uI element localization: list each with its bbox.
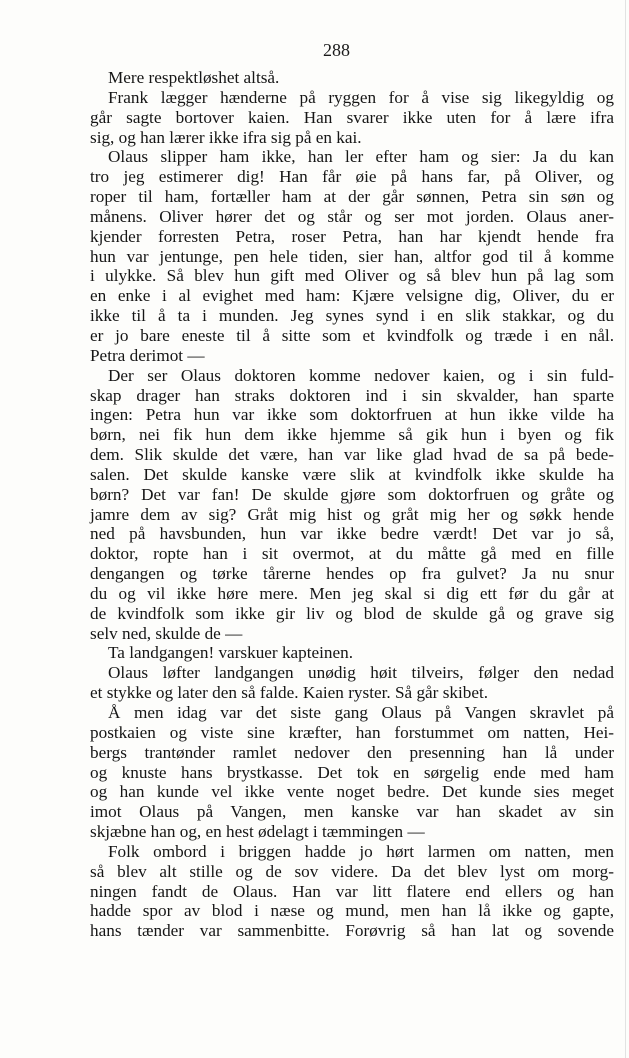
paragraph xyxy=(90,366,614,644)
paragraph xyxy=(90,147,614,365)
page-edge xyxy=(625,0,626,1058)
text-line: tro jeg estimerer dig! Han får øie på hans far, på Oliver, og xyxy=(90,167,614,187)
text-line: selv ned, skulde de — xyxy=(90,623,243,643)
text-line: Olaus slipper ham ikke, han ler efter ham og sier: Ja du kan xyxy=(108,147,614,167)
text-line: månens. Oliver hører det og står og ser mot jorden. Olaus aner- xyxy=(90,206,614,226)
text-line: hadde spor av blod i næse og mund, men han lå ikke og gapte, xyxy=(90,901,614,921)
text-line: så blev alt stille og de sov videre. Da det blev lyst om morg- xyxy=(90,861,614,881)
page-number: 288 xyxy=(323,40,350,60)
text-line: og knuste hans brystkasse. Det tok en sørgelig ende med ham xyxy=(90,762,614,782)
text-line: Mere respektløshet altså. xyxy=(108,68,280,87)
text-line: roper til ham, fortæller ham at der går sønnen, Petra sin søn og xyxy=(90,187,614,207)
paragraph xyxy=(90,703,614,842)
text-line: ingen: Petra hun var ikke som doktorfruen at hun ikke vilde ha xyxy=(90,405,614,425)
text-line: postkaien og viste sine kræfter, han forstummet om natten, Hei- xyxy=(90,722,614,742)
text-line: Å men idag var det siste gang Olaus på Vangen skravlet på xyxy=(108,703,614,722)
body-text xyxy=(90,68,614,941)
text-line: du og vil ikke høre mere. Men jeg skal si dig ett før du går at xyxy=(90,583,614,603)
paragraph xyxy=(90,68,614,88)
text-line: Der ser Olaus doktoren komme nedover kaien, og i sin fuld- xyxy=(108,365,614,385)
text-line: ned på havsbunden, hun var ikke bedre værdt! Det var jo så, xyxy=(90,524,614,544)
text-line: ikke til å ta i munden. Jeg synes synd i en slik stakkar, og du xyxy=(90,306,614,326)
text-line: Folk ombord i briggen hadde jo hørt larmen om natten, men xyxy=(108,841,614,861)
paragraph xyxy=(90,663,614,703)
text-line: sig, og han lærer ikke ifra sig på en kai. xyxy=(90,127,362,147)
text-line: kjender forresten Petra, roser Petra, han har kjendt hende fra xyxy=(90,226,614,246)
text-line: hun var jentunge, pen hele tiden, sier han, altfor god til å komme xyxy=(90,246,614,266)
text-line: i ulykke. Så blev hun gift med Oliver og så blev hun på lag som xyxy=(90,266,614,286)
text-line: skjæbne han og, en hest ødelagt i tæmmingen — xyxy=(90,822,425,842)
text-line: går sagte bortover kaien. Han svarer ikke uten for å lære ifra xyxy=(90,107,614,127)
text-line: Ta landgangen! varskuer kapteinen. xyxy=(108,643,354,663)
text-line: Petra derimot — xyxy=(90,345,205,365)
text-line: ningen fandt de Olaus. Han var litt flatere end ellers og han xyxy=(90,881,614,901)
paragraph xyxy=(90,842,614,941)
text-line: skap drager han straks doktoren ind i sin skvalder, han sparte xyxy=(90,385,614,405)
paragraph xyxy=(90,643,614,663)
text-line: hans tænder var sammenbitte. Forøvrig så han lat og sovende xyxy=(90,921,614,941)
text-line: jamre dem av sig? Gråt mig hist og gråt mig her og søkk hende xyxy=(90,504,614,524)
text-line: salen. Det skulde kanske være slik at kvindfolk ikke skulde ha xyxy=(90,464,614,484)
text-line: børn, nei fik hun dem ikke hjemme så gik hun i byen og fik xyxy=(90,425,614,445)
text-line: et stykke og later den så falde. Kaien ryster. Så går skibet. xyxy=(90,683,489,703)
text-line: imot Olaus på Vangen, men kanske var han skadet av sin xyxy=(90,802,614,822)
text-line: bergs trantønder ramlet nedover den presenning han lå under xyxy=(90,742,614,762)
paragraph xyxy=(90,88,614,148)
text-line: og han kunde vel ikke vente noget bedre. Det kunde sies meget xyxy=(90,782,614,802)
text-line: dem. Slik skulde det være, han var like glad hvad de sa på bede- xyxy=(90,445,614,465)
text-line: de kvindfolk som ikke gir liv og blod de skulde gå og grave sig xyxy=(90,603,614,623)
text-line: Frank lægger hænderne på ryggen for å vise sig likegyldig og xyxy=(108,87,614,107)
text-line: doktor, ropte han i sit overmot, at du måtte gå med en fille xyxy=(90,544,614,564)
text-line: dengangen og tørke tårerne hendes op fra gulvet? Ja nu snur xyxy=(90,564,614,584)
text-line: er jo bare eneste til å sitte som et kvindfolk og træde i en nål. xyxy=(90,325,614,345)
text-line: Olaus løfter landgangen unødig høit tilveirs, følger den nedad xyxy=(108,663,614,683)
text-line: børn? Det var fan! De skulde gjøre som doktorfruen og gråte og xyxy=(90,484,614,504)
text-line: en enke i al evighet med ham: Kjære velsigne dig, Oliver, du er xyxy=(90,286,614,306)
